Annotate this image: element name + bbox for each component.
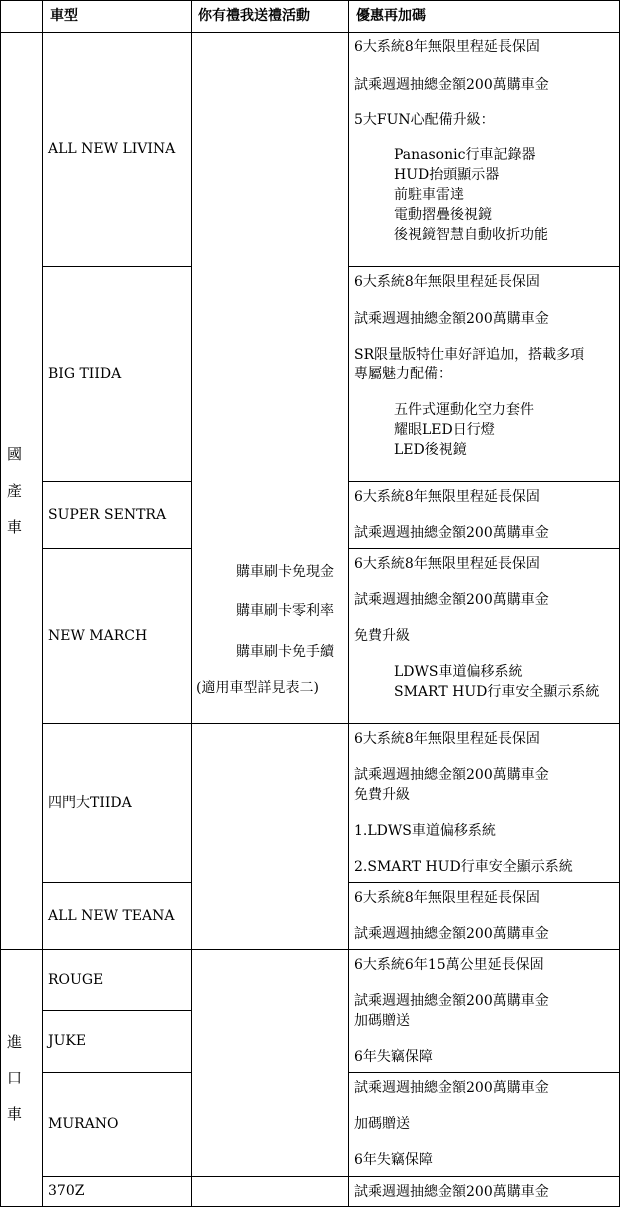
offer-text: 6年失竊保障 <box>354 1152 433 1168</box>
offer-text: 專屬魅力配備： <box>354 366 452 382</box>
model-name: NEW MARCH <box>48 628 148 644</box>
model-name: BIG TIIDA <box>48 366 122 382</box>
category-domestic-char: 車 <box>7 518 23 536</box>
model-name: 四門大TIIDA <box>48 795 132 811</box>
offer-text: 1.LDWS車道偏移系統 <box>354 823 496 839</box>
gift-activity-note: (適用車型詳見表二) <box>196 680 319 696</box>
offer-list-item: LED後視鏡 <box>394 442 467 458</box>
model-name: ROUGE <box>48 972 104 988</box>
header-model: 車型 <box>50 8 78 24</box>
offer-text: 2.SMART HUD行車安全顯示系統 <box>354 859 573 875</box>
offer-text: 試乘週週抽總金額200萬購車金 <box>354 525 549 541</box>
offer-list-item: 五件式運動化空力套件 <box>394 402 534 418</box>
row-divider <box>42 481 191 482</box>
table-border-left <box>0 0 1 1207</box>
offer-text: 試乘週週抽總金額200萬購車金 <box>354 1184 549 1200</box>
offer-list-item: 前駐車雷達 <box>394 187 464 203</box>
offer-text: 試乘週週抽總金額200萬購車金 <box>354 592 549 608</box>
offer-list-item: HUD抬頭顯示器 <box>394 167 500 183</box>
offer-text: 6大系統8年無限里程延長保固 <box>354 39 540 55</box>
offer-list-item: Panasonic行車記錄器 <box>394 147 536 163</box>
row-divider <box>348 548 620 549</box>
offer-text: 6大系統8年無限里程延長保固 <box>354 274 540 290</box>
category-domestic-char: 產 <box>7 482 23 500</box>
offer-list-item: LDWS車道偏移系統 <box>394 664 523 680</box>
offer-text: SR限量版特仕車好評追加，搭載多項 <box>354 347 585 363</box>
row-divider <box>348 1072 620 1073</box>
model-name: ALL NEW TEANA <box>48 908 175 924</box>
model-name: SUPER SENTRA <box>48 507 167 523</box>
row-divider <box>42 548 191 549</box>
offer-text: 試乘週週抽總金額200萬購車金 <box>354 993 549 1009</box>
category-imported-char: 口 <box>7 1069 23 1087</box>
offer-text: 免費升級 <box>354 787 410 803</box>
gift-activity-item: 購車刷卡免現金 <box>236 564 334 580</box>
offer-text: 免費升級 <box>354 628 410 644</box>
offer-list-item: 後視鏡智慧自動收折功能 <box>394 227 548 243</box>
offer-list-item: 電動摺疊後視鏡 <box>394 207 492 223</box>
row-divider <box>42 1010 191 1011</box>
offer-list-item: 耀眼LED日行燈 <box>394 422 495 438</box>
offer-list-item: SMART HUD行車安全顯示系統 <box>394 684 600 700</box>
category-imported-char: 車 <box>7 1105 23 1123</box>
offer-text: 6大系統8年無限里程延長保固 <box>354 731 540 747</box>
row-divider <box>42 266 191 267</box>
offer-text: 6年失竊保障 <box>354 1049 433 1065</box>
offer-text: 加碼贈送 <box>354 1013 410 1029</box>
header-gift-activity: 你有禮我送禮活動 <box>198 8 310 24</box>
offer-text: 試乘週週抽總金額200萬購車金 <box>354 1080 549 1096</box>
row-divider <box>42 1072 191 1073</box>
row-divider <box>348 481 620 482</box>
offer-text: 5大FUN心配備升級： <box>354 112 495 128</box>
gift-activity-item: 購車刷卡零利率 <box>236 603 334 619</box>
row-divider <box>348 266 620 267</box>
offer-text: 試乘週週抽總金額200萬購車金 <box>354 311 549 327</box>
column-divider <box>348 0 349 1207</box>
offer-text: 6大系統8年無限里程延長保固 <box>354 489 540 505</box>
category-imported-char: 進 <box>7 1033 23 1051</box>
category-divider <box>0 949 620 950</box>
offer-text: 試乘週週抽總金額200萬購車金 <box>354 926 549 942</box>
row-divider <box>42 882 191 883</box>
table-border-top <box>0 0 620 1</box>
offer-text: 加碼贈送 <box>354 1116 410 1132</box>
offer-text: 6大系統8年無限里程延長保固 <box>354 890 540 906</box>
model-name: MURANO <box>48 1116 119 1132</box>
header-divider <box>0 32 620 33</box>
gift-activity-item: 購車刷卡免手續 <box>236 644 334 660</box>
offer-text: 試乘週週抽總金額200萬購車金 <box>354 77 549 93</box>
row-divider <box>42 723 620 724</box>
model-name: JUKE <box>48 1033 87 1049</box>
category-domestic-char: 國 <box>7 445 23 463</box>
offer-text: 6大系統8年無限里程延長保固 <box>354 556 540 572</box>
column-divider <box>191 0 192 1207</box>
column-divider <box>42 0 43 1207</box>
offer-text: 試乘週週抽總金額200萬購車金 <box>354 767 549 783</box>
row-divider <box>348 882 620 883</box>
row-divider <box>42 1176 620 1177</box>
model-name: ALL NEW LIVINA <box>48 141 176 157</box>
header-extra-offer: 優惠再加碼 <box>356 8 426 24</box>
offer-text: 6大系統6年15萬公里延長保固 <box>354 957 544 973</box>
model-name: 370Z <box>48 1183 85 1199</box>
